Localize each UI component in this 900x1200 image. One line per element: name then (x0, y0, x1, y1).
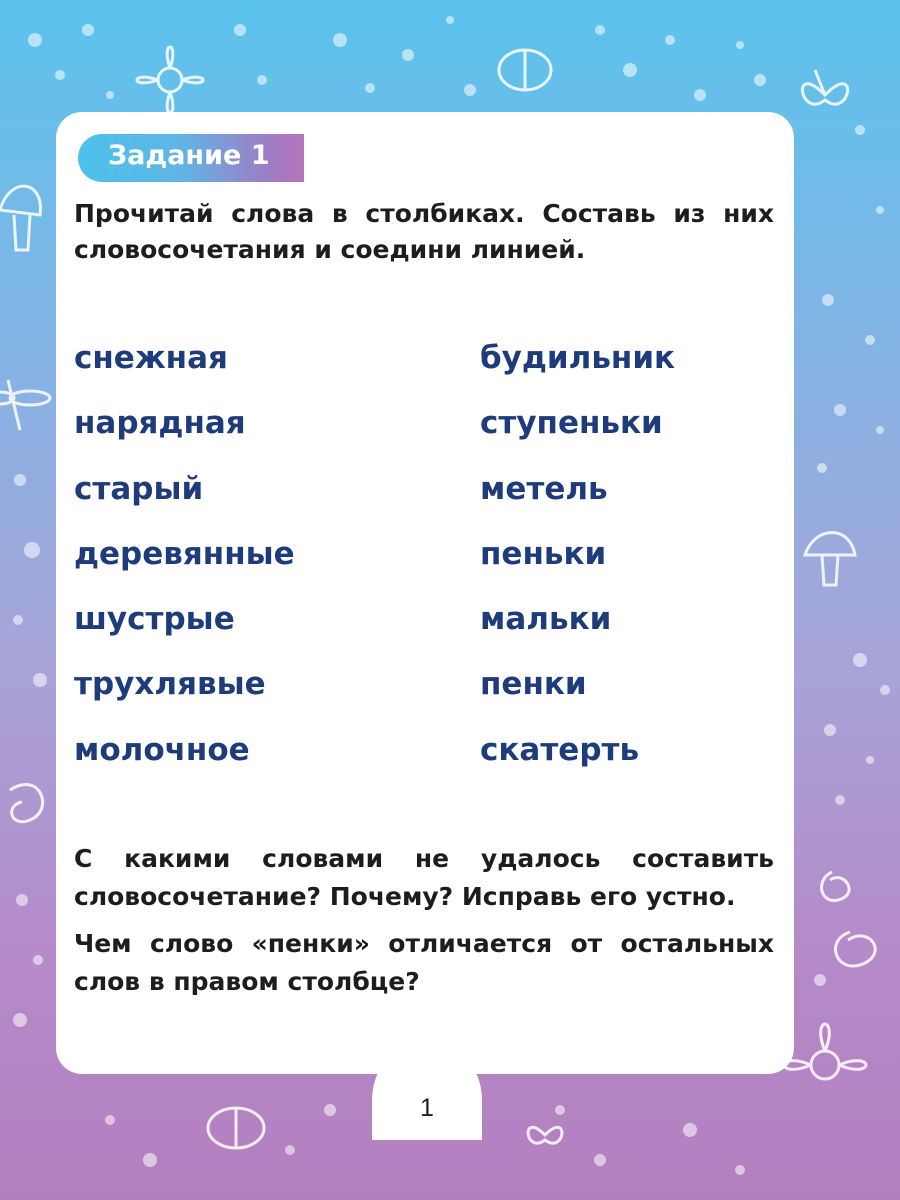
question-2: Чем слово «пенки» отличается от остальных слов в правом столбце? (74, 929, 774, 996)
task-badge (78, 134, 304, 182)
question-1: С какими словами не удалось составить словосочетание? Почему? Исправь его устно. (74, 844, 774, 911)
right-word-column (480, 334, 675, 791)
word-item[interactable]: будильник (480, 340, 676, 376)
spiral-icon (822, 872, 876, 966)
flower-icon (784, 1024, 866, 1079)
word-item[interactable]: молочное (74, 731, 250, 768)
word-item[interactable]: скатерть (480, 731, 640, 768)
word-item[interactable]: старый (74, 470, 204, 507)
word-item[interactable]: метель (480, 470, 608, 507)
butterfly-icon (528, 1127, 562, 1143)
word-item[interactable]: деревянные (74, 535, 295, 572)
page-number: 1 (420, 1094, 434, 1122)
word-item[interactable]: пеньки (480, 535, 607, 572)
word-item[interactable]: нарядная (74, 405, 246, 442)
word-item[interactable]: трухлявые (74, 666, 266, 703)
butterfly-icon (802, 70, 847, 104)
word-item[interactable]: шустрые (74, 601, 235, 638)
mushroom-icon (0, 186, 40, 250)
ladybug-icon (499, 50, 551, 90)
left-word-column (74, 334, 295, 791)
flower-icon (137, 47, 203, 113)
snail-icon (10, 784, 43, 821)
task-label: Задание 1 (108, 140, 270, 171)
ladybug-icon (208, 1108, 264, 1148)
word-item[interactable]: снежная (74, 340, 228, 376)
word-item[interactable]: мальки (480, 601, 612, 638)
word-item[interactable]: ступеньки (480, 405, 663, 442)
dragonfly-icon (0, 380, 50, 430)
mushroom-icon (805, 533, 855, 586)
instruction-text: Прочитай слова в столбиках. Составь из них словосочетания и соедини линией. (74, 199, 774, 264)
word-item[interactable]: пенки (480, 666, 587, 703)
